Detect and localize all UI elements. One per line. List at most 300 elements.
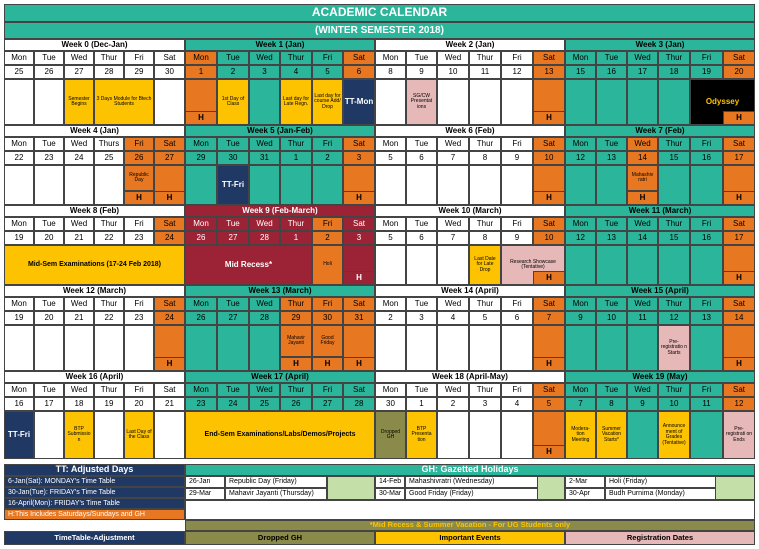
event-orange: Good Friday xyxy=(312,325,343,357)
event-yellow: Last day for Late Regn. xyxy=(280,79,312,125)
day-name: Sat xyxy=(533,137,565,151)
day-name: Thur xyxy=(469,297,501,311)
date-cell: 29 xyxy=(280,311,312,325)
day-name: Mon xyxy=(185,137,217,151)
event-orange: H xyxy=(723,271,755,285)
gh-name: Good Friday (Friday) xyxy=(405,488,565,500)
event-orange: H xyxy=(533,271,565,285)
gh-date: 30-Mar xyxy=(375,488,405,500)
event-slot xyxy=(375,165,406,205)
day-name: Mon xyxy=(565,297,596,311)
date-cell: 26 xyxy=(185,231,217,245)
day-name: Sat xyxy=(343,217,375,231)
date-cell: 15 xyxy=(658,231,690,245)
day-name: Fri xyxy=(501,297,533,311)
date-cell: 1 xyxy=(185,65,217,79)
day-name: Wed xyxy=(437,297,469,311)
gh-name: Mahavir Jayanti (Thursday) xyxy=(225,488,327,500)
day-name: Mon xyxy=(4,217,34,231)
week-header: Week 7 (Feb) xyxy=(565,125,755,137)
date-cell: 20 xyxy=(723,65,755,79)
legend-spacer xyxy=(185,500,755,520)
date-cell: 21 xyxy=(154,397,185,411)
date-cell: 25 xyxy=(249,397,280,411)
day-name: Fri xyxy=(124,383,154,397)
event-orange: Mahavir Jayanti xyxy=(280,325,312,357)
day-name: Tue xyxy=(34,51,64,65)
event-orange: Holi xyxy=(312,245,343,285)
day-name: Mon xyxy=(565,383,596,397)
event-slot xyxy=(627,79,658,125)
day-name: Mon xyxy=(375,297,406,311)
calendar-subtitle: (WINTER SEMESTER 2018) xyxy=(4,22,755,39)
footer-legend-2: Important Events xyxy=(375,531,565,545)
day-name: Thur xyxy=(469,51,501,65)
event-slot xyxy=(501,79,533,125)
day-name: Wed xyxy=(64,383,94,397)
date-cell: 20 xyxy=(34,311,64,325)
gh-date: 2-Mar xyxy=(565,476,605,488)
date-cell: 12 xyxy=(501,65,533,79)
week-header: Week 10 (March) xyxy=(375,205,565,217)
event-slot xyxy=(406,325,437,371)
event-slot xyxy=(64,165,94,205)
date-cell: 6 xyxy=(343,65,375,79)
event-yellow: Last Date for Late Drop xyxy=(469,245,501,285)
event-yellow: Summer Vacation Starts* xyxy=(596,411,627,459)
day-name: Thur xyxy=(280,383,312,397)
event-slot xyxy=(469,411,501,459)
day-name: Sat xyxy=(343,51,375,65)
event-orange: H xyxy=(343,357,375,371)
date-cell: 14 xyxy=(627,151,658,165)
date-cell: 28 xyxy=(249,311,280,325)
event-slot xyxy=(4,325,34,371)
day-name: Sat xyxy=(343,137,375,151)
day-name: Mon xyxy=(185,217,217,231)
footer-legend-3: Registration Dates xyxy=(565,531,755,545)
event-slot xyxy=(596,245,627,285)
day-name: Fri xyxy=(501,137,533,151)
date-cell: 7 xyxy=(565,397,596,411)
event-pink: SG/CW Presentat ions xyxy=(406,79,437,125)
event-yellow: Mid-Sem Examinations (17-24 Feb 2018) xyxy=(4,245,185,285)
day-name: Mon xyxy=(565,217,596,231)
date-cell: 5 xyxy=(375,231,406,245)
date-cell: 20 xyxy=(34,231,64,245)
day-name: Wed xyxy=(249,51,280,65)
date-cell: 26 xyxy=(280,397,312,411)
event-yellow: Semester Begins xyxy=(64,79,94,125)
date-cell: 7 xyxy=(437,151,469,165)
day-name: Sat xyxy=(154,297,185,311)
holiday-note: H:This Includes Saturdays/Sundays and GH xyxy=(4,509,185,520)
date-cell: 11 xyxy=(469,65,501,79)
date-cell: 9 xyxy=(565,311,596,325)
day-name: Wed xyxy=(64,137,94,151)
event-black: Odyssey xyxy=(690,79,755,125)
day-name: Fri xyxy=(312,51,343,65)
date-cell: 8 xyxy=(596,397,627,411)
event-yellow: 1st Day of Class xyxy=(217,79,249,125)
date-cell: 12 xyxy=(723,397,755,411)
day-name: Wed xyxy=(627,51,658,65)
event-yellow: BTP Presenta tion xyxy=(406,411,437,459)
date-cell: 31 xyxy=(343,311,375,325)
day-name: Sat xyxy=(533,297,565,311)
date-cell: 16 xyxy=(690,151,723,165)
date-cell: 23 xyxy=(34,151,64,165)
week-header: Week 8 (Feb) xyxy=(4,205,185,217)
event-yellow: Last Day of the Class xyxy=(124,411,154,459)
event-slot xyxy=(658,165,690,205)
day-name: Mon xyxy=(375,137,406,151)
date-cell: 2 xyxy=(312,151,343,165)
event-slot xyxy=(658,245,690,285)
day-name: Mon xyxy=(565,137,596,151)
day-name: Wed xyxy=(249,137,280,151)
date-cell: 1 xyxy=(280,151,312,165)
date-cell: 3 xyxy=(406,311,437,325)
day-name: Tue xyxy=(217,51,249,65)
date-cell: 4 xyxy=(280,65,312,79)
gh-legend-header: GH: Gazetted Holidays xyxy=(185,464,755,476)
date-cell: 4 xyxy=(501,397,533,411)
day-name: Sat xyxy=(343,383,375,397)
date-cell: 16 xyxy=(690,231,723,245)
date-cell: 2 xyxy=(217,65,249,79)
academic-calendar xyxy=(4,4,755,545)
date-cell: 27 xyxy=(217,311,249,325)
date-cell: 16 xyxy=(4,397,34,411)
date-cell: 10 xyxy=(533,151,565,165)
day-name: Wed xyxy=(627,137,658,151)
gh-name: Holi (Friday) xyxy=(605,476,755,488)
date-cell: 29 xyxy=(185,151,217,165)
week-header: Week 17 (April) xyxy=(185,371,375,383)
date-cell: 9 xyxy=(406,65,437,79)
event-slot xyxy=(627,325,658,371)
day-name: Mon xyxy=(4,383,34,397)
day-name: Fri xyxy=(690,217,723,231)
date-cell: 25 xyxy=(4,65,34,79)
event-slot xyxy=(34,79,64,125)
event-slot xyxy=(469,165,501,205)
event-slot xyxy=(690,411,723,459)
date-cell: 17 xyxy=(34,397,64,411)
day-name: Thur xyxy=(658,51,690,65)
day-name: Sat xyxy=(723,383,755,397)
event-slot xyxy=(565,165,596,205)
date-cell: 10 xyxy=(596,311,627,325)
day-name: Fri xyxy=(501,51,533,65)
event-slot xyxy=(627,411,658,459)
day-name: Sat xyxy=(723,217,755,231)
day-name: Mon xyxy=(375,51,406,65)
day-name: Wed xyxy=(249,383,280,397)
date-cell: 19 xyxy=(690,65,723,79)
week-header: Week 13 (March) xyxy=(185,285,375,297)
event-slot xyxy=(64,325,94,371)
date-cell: 1 xyxy=(280,231,312,245)
date-cell: 6 xyxy=(406,151,437,165)
day-name: Fri xyxy=(124,217,154,231)
day-name: Thur xyxy=(658,137,690,151)
day-name: Mon xyxy=(4,137,34,151)
week-header: Week 4 (Jan) xyxy=(4,125,185,137)
date-cell: 31 xyxy=(249,151,280,165)
date-cell: 5 xyxy=(533,397,565,411)
date-cell: 8 xyxy=(375,65,406,79)
date-cell: 17 xyxy=(723,231,755,245)
day-name: Fri xyxy=(501,383,533,397)
event-slot xyxy=(185,165,217,205)
date-cell: 22 xyxy=(94,311,124,325)
event-slot xyxy=(565,245,596,285)
date-cell: 19 xyxy=(4,231,34,245)
week-header: Week 1 (Jan) xyxy=(185,39,375,51)
day-name: Thur xyxy=(280,297,312,311)
date-cell: 10 xyxy=(437,65,469,79)
event-slot xyxy=(596,325,627,371)
date-cell: 13 xyxy=(533,65,565,79)
date-cell: 28 xyxy=(249,231,280,245)
day-name: Sat xyxy=(154,51,185,65)
date-cell: 23 xyxy=(185,397,217,411)
event-slot xyxy=(658,79,690,125)
event-slot xyxy=(34,165,64,205)
date-cell: 10 xyxy=(533,231,565,245)
date-cell: 26 xyxy=(185,311,217,325)
event-maroon: H xyxy=(343,271,375,285)
tt-legend-item: 6-Jan(Sat): MONDAY's Time Table xyxy=(4,476,185,487)
date-cell: 19 xyxy=(94,397,124,411)
date-cell: 5 xyxy=(312,65,343,79)
day-name: Wed xyxy=(437,217,469,231)
week-header: Week 5 (Jan-Feb) xyxy=(185,125,375,137)
date-cell: 6 xyxy=(501,311,533,325)
day-name: Sat xyxy=(533,51,565,65)
date-cell: 29 xyxy=(124,65,154,79)
week-header: Week 16 (April) xyxy=(4,371,185,383)
date-cell: 30 xyxy=(217,151,249,165)
day-name: Thur xyxy=(280,51,312,65)
day-name: Fri xyxy=(124,297,154,311)
date-cell: 21 xyxy=(64,311,94,325)
date-cell: 5 xyxy=(469,311,501,325)
event-navy: TT-Mon xyxy=(343,79,375,125)
date-cell: 13 xyxy=(596,151,627,165)
day-name: Fri xyxy=(690,383,723,397)
date-cell: 8 xyxy=(469,151,501,165)
date-cell: 23 xyxy=(124,231,154,245)
day-name: Sat xyxy=(154,137,185,151)
day-name: Sat xyxy=(154,383,185,397)
date-cell: 25 xyxy=(94,151,124,165)
event-navy: TT-Fri xyxy=(4,411,34,459)
event-slot xyxy=(627,245,658,285)
date-cell: 9 xyxy=(501,231,533,245)
event-slot xyxy=(375,325,406,371)
week-header: Week 18 (April-May) xyxy=(375,371,565,383)
week-header: Week 3 (Jan) xyxy=(565,39,755,51)
day-name: Fri xyxy=(690,137,723,151)
tt-legend-item: 30-Jan(Tue): FRIDAY's Time Table xyxy=(4,487,185,498)
date-cell: 2 xyxy=(375,311,406,325)
date-cell: 5 xyxy=(375,151,406,165)
date-cell: 2 xyxy=(437,397,469,411)
event-slot xyxy=(217,325,249,371)
footer-legend-1: Dropped GH xyxy=(185,531,375,545)
date-cell: 26 xyxy=(34,65,64,79)
date-cell: 24 xyxy=(154,231,185,245)
date-cell: 8 xyxy=(469,231,501,245)
day-name: Tue xyxy=(596,51,627,65)
event-pink: Research Showcase (Tentative) xyxy=(501,245,565,285)
day-name: Fri xyxy=(124,137,154,151)
event-slot xyxy=(469,325,501,371)
date-cell: 13 xyxy=(690,311,723,325)
day-name: Thur xyxy=(469,137,501,151)
date-cell: 28 xyxy=(343,397,375,411)
event-orange: H xyxy=(124,191,154,205)
event-maroon: Mid Recess* xyxy=(185,245,312,285)
date-cell: 6 xyxy=(406,231,437,245)
day-name: Fri xyxy=(690,297,723,311)
day-name: Tue xyxy=(217,383,249,397)
date-cell: 13 xyxy=(596,231,627,245)
event-slot xyxy=(154,411,185,459)
event-slot xyxy=(4,165,34,205)
date-cell: 27 xyxy=(312,397,343,411)
date-cell: 28 xyxy=(94,65,124,79)
event-orange: H xyxy=(533,191,565,205)
date-cell: 3 xyxy=(249,65,280,79)
date-cell: 24 xyxy=(217,397,249,411)
day-name: Wed xyxy=(437,51,469,65)
date-cell: 30 xyxy=(154,65,185,79)
day-name: Fri xyxy=(501,217,533,231)
tt-legend-item: 16-April(Mon): FRIDAY's Time Table xyxy=(4,498,185,509)
event-orange: H xyxy=(723,357,755,371)
day-name: Wed xyxy=(627,217,658,231)
day-name: Wed xyxy=(249,297,280,311)
gh-name: Mahashivratri (Wednesday) xyxy=(405,476,565,488)
day-name: Tue xyxy=(406,51,437,65)
event-slot xyxy=(154,79,185,125)
day-name: Thur xyxy=(94,297,124,311)
event-slot xyxy=(249,325,280,371)
day-name: Thur xyxy=(658,383,690,397)
event-slot xyxy=(501,165,533,205)
event-slot xyxy=(690,165,723,205)
event-slot xyxy=(280,165,312,205)
day-name: Tue xyxy=(34,137,64,151)
date-cell: 12 xyxy=(658,311,690,325)
event-orange: H xyxy=(312,357,343,371)
day-name: Tue xyxy=(217,217,249,231)
date-cell: 14 xyxy=(627,231,658,245)
week-header: Week 2 (Jan) xyxy=(375,39,565,51)
date-cell: 20 xyxy=(124,397,154,411)
date-cell: 15 xyxy=(658,151,690,165)
day-name: Tue xyxy=(596,137,627,151)
day-name: Mon xyxy=(185,383,217,397)
day-name: Thur xyxy=(469,383,501,397)
day-name: Thurs xyxy=(94,137,124,151)
day-name: Wed xyxy=(64,297,94,311)
day-name: Mon xyxy=(375,217,406,231)
event-slot xyxy=(565,325,596,371)
event-slot xyxy=(249,165,280,205)
event-slot xyxy=(34,411,64,459)
event-orange: H xyxy=(343,191,375,205)
day-name: Tue xyxy=(406,297,437,311)
day-name: Sat xyxy=(723,51,755,65)
event-yellow: Modera- tion Meeting xyxy=(565,411,596,459)
day-name: Tue xyxy=(596,297,627,311)
gh-date: 14-Feb xyxy=(375,476,405,488)
week-header: Week 12 (March) xyxy=(4,285,185,297)
day-name: Fri xyxy=(124,51,154,65)
event-slot xyxy=(596,79,627,125)
event-slot xyxy=(501,325,533,371)
event-slot xyxy=(124,325,154,371)
day-name: Mon xyxy=(375,383,406,397)
date-cell: 24 xyxy=(154,311,185,325)
gh-swatch xyxy=(327,476,375,500)
day-name: Thur xyxy=(94,51,124,65)
event-slot xyxy=(437,79,469,125)
gh-swatch xyxy=(537,476,565,500)
date-cell: 7 xyxy=(437,231,469,245)
event-orange: H xyxy=(627,191,658,205)
day-name: Tue xyxy=(217,137,249,151)
gh-date: 26-Jan xyxy=(185,476,225,488)
event-slot xyxy=(437,411,469,459)
date-cell: 30 xyxy=(375,397,406,411)
event-orange: H xyxy=(533,445,565,459)
day-name: Wed xyxy=(627,297,658,311)
date-cell: 15 xyxy=(565,65,596,79)
event-orange: H xyxy=(533,357,565,371)
week-header: Week 15 (April) xyxy=(565,285,755,297)
date-cell: 3 xyxy=(343,151,375,165)
event-slot xyxy=(501,411,533,459)
date-cell: 21 xyxy=(64,231,94,245)
day-name: Fri xyxy=(312,217,343,231)
date-cell: 22 xyxy=(94,231,124,245)
event-orange: H xyxy=(154,357,185,371)
event-navy: TT-Fri xyxy=(217,165,249,205)
event-slot xyxy=(375,79,406,125)
day-name: Mon xyxy=(4,51,34,65)
event-slot xyxy=(437,165,469,205)
date-cell: 19 xyxy=(4,311,34,325)
event-orange: Republic Day xyxy=(124,165,154,191)
day-name: Thur xyxy=(94,217,124,231)
gh-name: Republic Day (Friday) xyxy=(225,476,327,488)
event-yellow: Announce ment of Grades (Tentative) xyxy=(658,411,690,459)
event-slot xyxy=(437,245,469,285)
day-name: Thur xyxy=(658,297,690,311)
day-name: Tue xyxy=(34,297,64,311)
event-slot xyxy=(94,165,124,205)
date-cell: 18 xyxy=(64,397,94,411)
date-cell: 9 xyxy=(501,151,533,165)
gh-date: 29-Mar xyxy=(185,488,225,500)
day-name: Mon xyxy=(185,51,217,65)
